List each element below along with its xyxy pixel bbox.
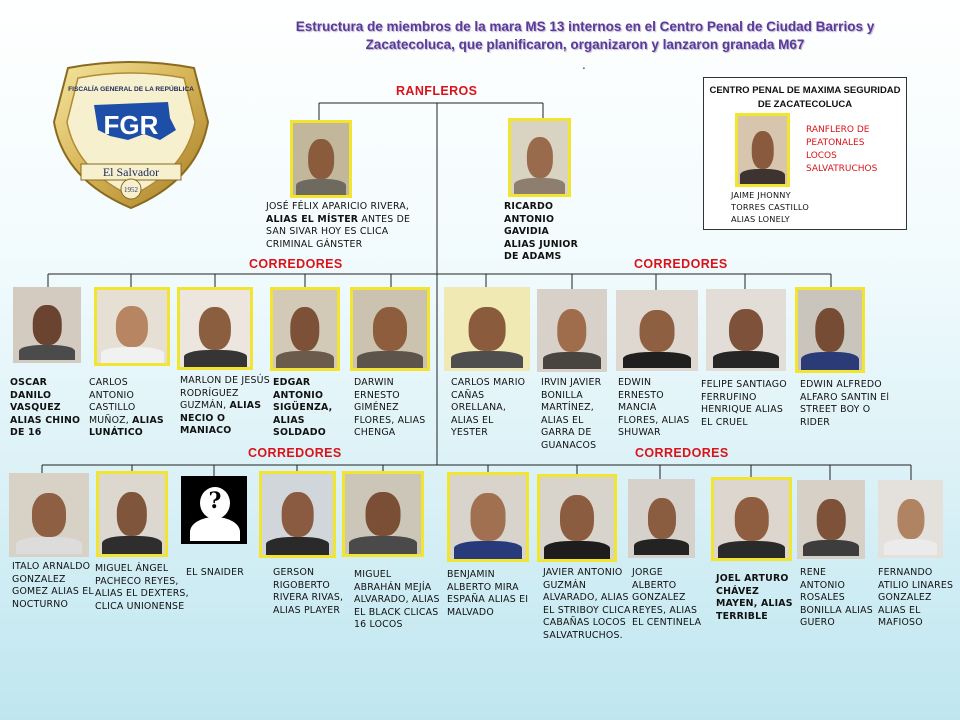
page-title: Estructura de miembros de la mara MS 13 internos en el Centro Penal de Ciudad Barrios y Zacatecoluca, que planificaron, organizaron y lanzaron granada M67 [295, 19, 875, 52]
zacatecoluca-person-caption: JAIME JHONNY TORRES CASTILLO ALIAS LONELY [731, 190, 810, 224]
mugshot-photo [290, 120, 352, 198]
caption-alias: OSCAR DANILO VASQUEZ ALIAS CHINO DE 16 [10, 377, 81, 439]
person-caption [186, 567, 252, 580]
caption-text: JORGE ALBERTO GONZALEZ REYES, ALIAS EL CENTINELA [632, 567, 702, 629]
mugshot-photo [735, 113, 790, 187]
mugshot-photo [270, 287, 340, 371]
person-caption [543, 567, 633, 643]
mugshot-photo [797, 480, 865, 559]
person-caption [10, 377, 90, 440]
mugshot-photo [795, 287, 865, 373]
person-caption [701, 379, 787, 429]
mugshot-photo [537, 289, 607, 372]
caption-text: FERNANDO ATILIO LINARES GONZALEZ ALIAS EL MAFIOSO [878, 567, 954, 629]
mugshot-photo [342, 471, 424, 557]
person-caption [266, 201, 416, 251]
mugshot-photo [628, 479, 695, 558]
person-caption [800, 379, 890, 429]
section-corredores-2b: CORREDORES [635, 446, 729, 460]
section-corredores-1b: CORREDORES [634, 257, 728, 271]
caption-text: BENJAMIN ALBERTO MIRA ESPAÑA ALIAS EI MALVADO [447, 569, 529, 618]
fgr-logo-top-text: FISCALÍA GENERAL DE LA REPÚBLICA [68, 86, 194, 93]
caption-text: JAVIER ANTONIO GUZMÁN ALVARADO, ALIAS EL STRIBOY CLICA CABAÑAS LOCOS SALVATRUCHOS. [543, 567, 631, 641]
caption-text: RENE ANTONIO ROSALES BONILLA ALIAS GUERO [800, 567, 873, 629]
fgr-logo-country: El Salvador [102, 165, 160, 179]
person-caption [180, 375, 272, 438]
person-caption [541, 377, 613, 453]
mugshot-photo [616, 290, 698, 371]
person-caption [878, 567, 958, 630]
person-caption [273, 377, 353, 440]
caption-text: ITALO ARNALDO GONZALEZ GOMEZ ALIAS EL NOCTURNO [12, 561, 94, 610]
caption-text: EL SNAIDER [186, 567, 244, 578]
caption-alias: JOEL ARTURO CHÁVEZ MAYEN, ALIAS TERRIBLE [716, 573, 793, 622]
caption-text: MIGUEL ABRAHÁN MEJÍA ALVARADO, ALIAS EL BLACK CLICAS 16 LOCOS [354, 569, 440, 631]
caption-text: EDWIN ERNESTO MANCIA FLORES, ALIAS SHUWAR [618, 377, 690, 439]
unknown-person-silhouette [181, 476, 247, 544]
mugshot-photo [537, 474, 617, 562]
caption-text: FELIPE SANTIAGO FERRUFINO HENRIQUE ALIAS EL CRUEL [701, 379, 787, 428]
caption-text: CARLOS ANTONIO CASTILLO MUÑOZ, [89, 377, 136, 426]
mugshot-photo [94, 287, 170, 366]
person-caption [716, 573, 800, 623]
fgr-logo-year: 1952 [124, 186, 138, 194]
mugshot-photo [508, 118, 571, 197]
fgr-badge-logo [48, 60, 214, 210]
zacatecoluca-role: RANFLERO DE PEATONALES LOCOS SALVATRUCHOS [806, 125, 878, 174]
person-caption [632, 567, 706, 630]
caption-text: IRVIN JAVIER BONILLA MARTÍNEZ, ALIAS EL GARRA DE GUANACOS [541, 377, 602, 451]
title-dot: . [582, 58, 586, 72]
section-corredores-2a: CORREDORES [248, 446, 342, 460]
section-corredores-1a: CORREDORES [249, 257, 343, 271]
question-mark-icon: ? [208, 488, 222, 514]
mugshot-photo [259, 471, 336, 558]
caption-text: EDWIN ALFREDO ALFARO SANTIN El STREET BOY O RIDER [800, 379, 890, 428]
mugshot-photo [9, 473, 89, 557]
mugshot-photo [447, 472, 529, 562]
person-caption [447, 569, 533, 619]
mugshot-photo [350, 287, 430, 371]
person-caption [354, 377, 436, 440]
caption-text: MARLON DE JESÚS RODRÍGUEZ GUZMÁN, [180, 375, 270, 412]
mugshot-photo [706, 289, 786, 371]
mugshot-photo [711, 477, 792, 561]
caption-text: GERSON RIGOBERTO RIVERA RIVAS, ALIAS PLAYER [273, 567, 344, 616]
caption-text: ANTES DE SAN SIVAR HOY ES CLICA CRIMINAL GÁNSTER [266, 213, 411, 250]
person-caption [95, 563, 191, 613]
person-caption [12, 561, 94, 611]
person-caption [89, 377, 175, 440]
person-caption [273, 567, 349, 617]
caption-alias: ALIAS NECIO O MANIACO [180, 400, 262, 437]
zacatecoluca-box-title: CENTRO PENAL DE MAXIMA SEGURIDAD DE ZACATECOLUCA [709, 85, 901, 110]
person-caption [354, 569, 440, 632]
caption-text: CARLOS MARIO CAÑAS ORELLANA, ALIAS EL YESTER [451, 377, 526, 439]
person-caption [800, 567, 874, 630]
mugshot-photo [444, 287, 530, 371]
fgr-logo-abbr: FGR [103, 110, 159, 140]
caption-text: DARWIN ERNESTO GIMÉNEZ FLORES, ALIAS CHENGA [354, 377, 426, 439]
caption-alias: RICARDO ANTONIO GAVIDIA ALIAS JUNIOR DE ADAMS [504, 201, 579, 263]
mugshot-photo [13, 287, 81, 363]
mugshot-photo [878, 480, 943, 558]
caption-alias: ALIAS LUNÁTICO [89, 414, 164, 439]
caption-text: JOSÉ FÉLIX APARICIO RIVERA, [266, 201, 410, 212]
caption-text: MIGUEL ÁNGEL PACHECO REYES, ALIAS EL DEXTERS, CLICA UNIONENSE [95, 563, 189, 612]
caption-alias: EDGAR ANTONIO SIGÜENZA, ALIAS SOLDADO [273, 377, 333, 439]
mugshot-photo [177, 287, 253, 370]
caption-alias: ALIAS EL MÍSTER [266, 213, 359, 225]
mugshot-photo [96, 471, 168, 557]
person-caption [504, 201, 584, 264]
section-ranfleros: RANFLEROS [396, 84, 478, 98]
person-caption [451, 377, 533, 440]
person-caption [618, 377, 696, 440]
